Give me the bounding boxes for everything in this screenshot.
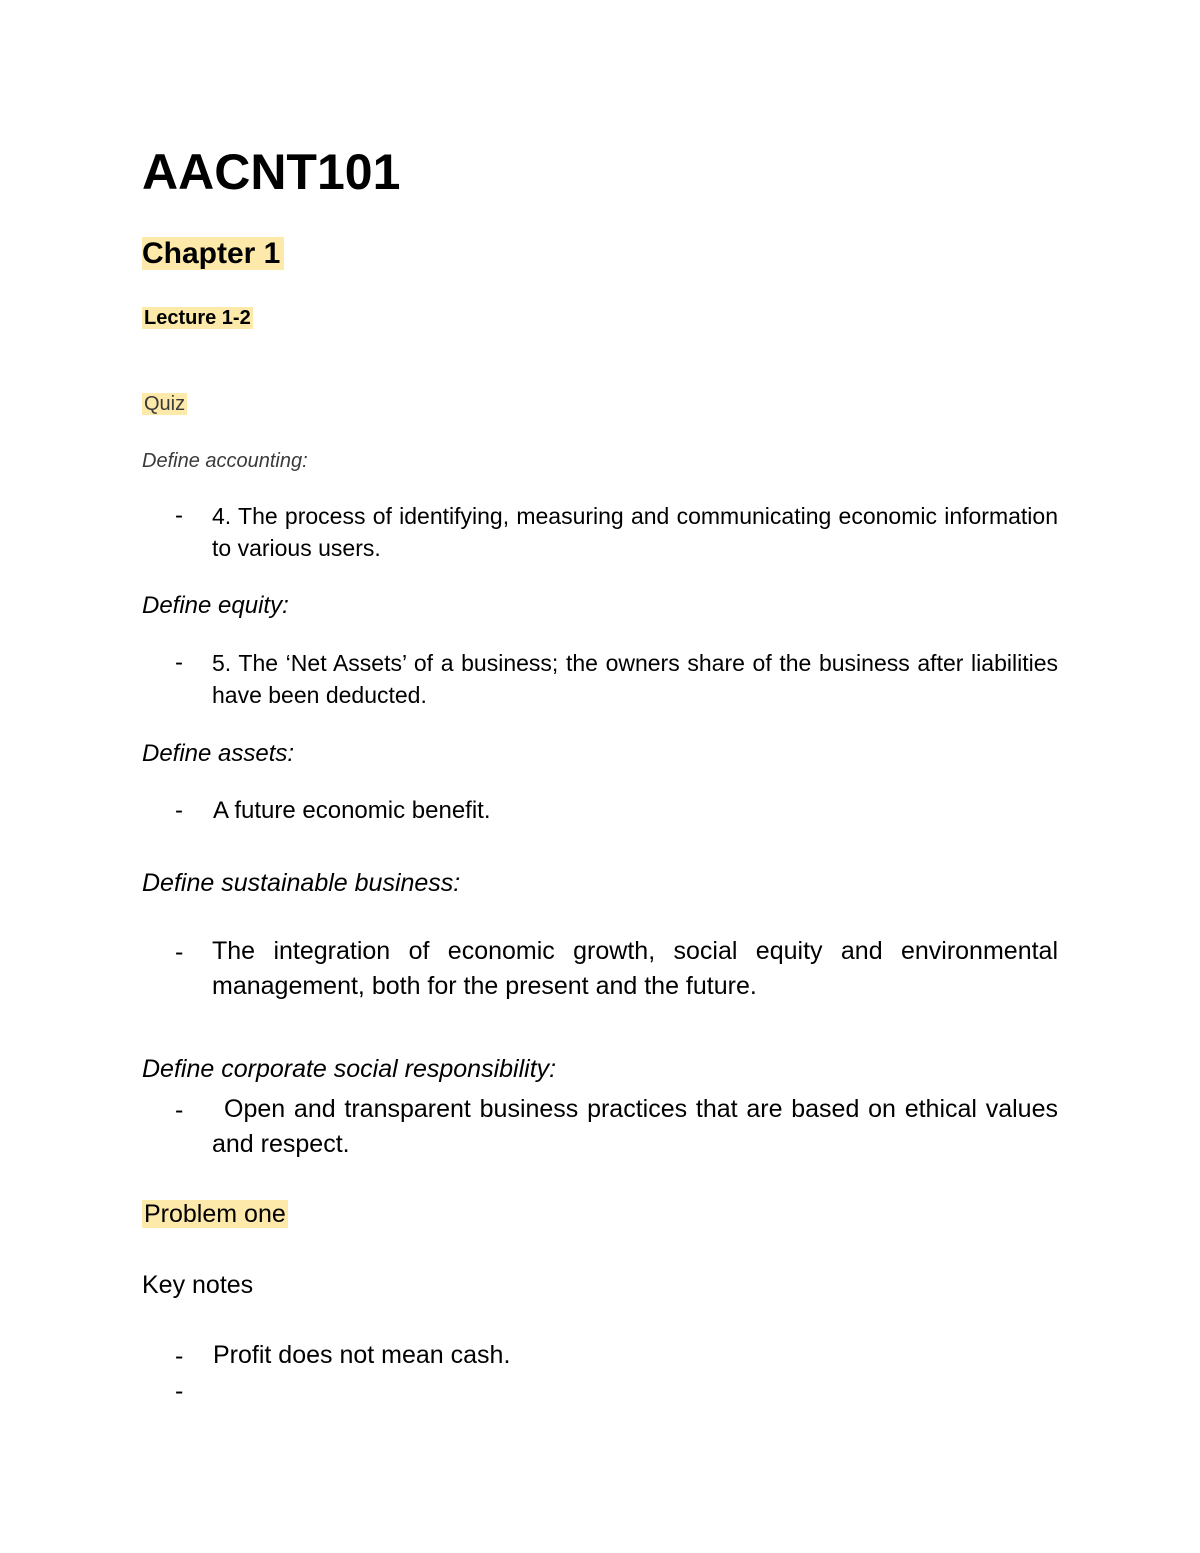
problem-heading-text: Problem one bbox=[144, 1200, 286, 1228]
document-title: AACNT101 bbox=[142, 144, 401, 200]
quiz-label-text: Quiz bbox=[144, 393, 186, 415]
definition-prompt: Define assets: bbox=[142, 740, 295, 767]
bullet-marker: - bbox=[175, 649, 183, 676]
definition-prompt: Define corporate social responsibility: bbox=[142, 1055, 557, 1083]
bullet-marker: - bbox=[175, 1096, 184, 1124]
key-note-item: Profit does not mean cash. bbox=[213, 1341, 511, 1369]
lecture-heading bbox=[142, 305, 253, 331]
bullet-marker: - bbox=[175, 1342, 184, 1370]
definition-answer: 5. The ‘Net Assets’ of a business; the owners share of the business after liabilities have been deducted. bbox=[212, 650, 1058, 708]
bullet-marker: - bbox=[175, 502, 183, 529]
chapter-heading bbox=[142, 234, 284, 274]
definition-prompt: Define equity: bbox=[142, 592, 289, 619]
bullet-marker: - bbox=[175, 797, 183, 824]
quiz-label bbox=[142, 391, 187, 417]
definition-answer-text: Open and transparent business practices that are based on ethical values and respect. bbox=[212, 1095, 1058, 1158]
chapter-heading-text: Chapter 1 bbox=[142, 237, 284, 270]
bullet-marker: - bbox=[175, 938, 184, 966]
definition-answer bbox=[212, 1092, 1058, 1162]
lecture-heading-text: Lecture 1-2 bbox=[144, 307, 251, 329]
definition-answer: A future economic benefit. bbox=[213, 797, 491, 824]
definition-prompt: Define accounting: bbox=[142, 450, 308, 472]
definition-answer: The integration of economic growth, social equity and environmental management, both for the present and the future. bbox=[212, 937, 1058, 1000]
definition-answer: 4. The process of identifying, measuring and communicating economic information to various users. bbox=[212, 503, 1058, 561]
bullet-marker: - bbox=[175, 1377, 184, 1405]
key-notes-label: Key notes bbox=[142, 1271, 254, 1299]
problem-heading bbox=[142, 1197, 288, 1231]
definition-prompt: Define sustainable business: bbox=[142, 869, 461, 897]
